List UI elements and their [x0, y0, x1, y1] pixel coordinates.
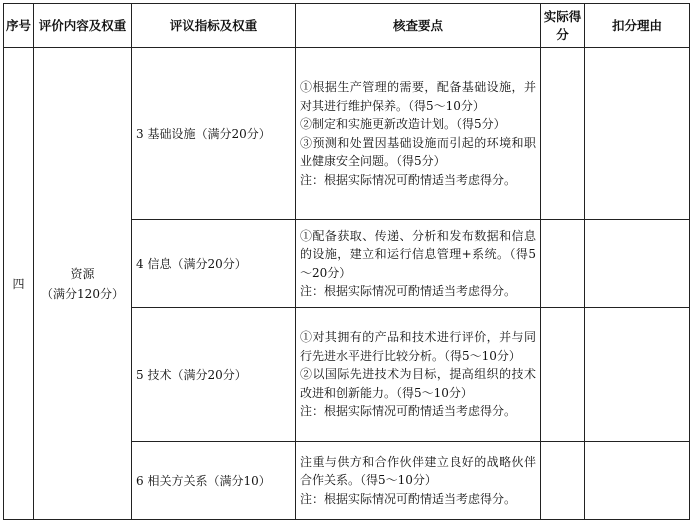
indicator-cell: 5 技术（满分20分） — [132, 308, 296, 442]
check-point-note: 注：根据实际情况可酌情适当考虑得分。 — [300, 491, 517, 506]
deduction-reason-cell[interactable] — [585, 442, 690, 520]
deduction-reason-cell[interactable] — [585, 308, 690, 442]
check-point: ②制定和实施更新改造计划。（得5分） — [300, 117, 506, 131]
header-seq: 序号 — [4, 4, 34, 48]
header-actual-score: 实际得分 — [541, 4, 585, 48]
indicator-cell: 3 基础设施（满分20分） — [132, 48, 296, 220]
header-content: 评价内容及权重 — [34, 4, 132, 48]
deduction-reason-cell[interactable] — [585, 48, 690, 220]
check-point: 注重与供方和合作伙伴建立良好的战略伙伴合作关系。（得5～10分） — [300, 454, 536, 488]
evaluation-table — [3, 3, 690, 520]
actual-score-cell[interactable] — [541, 48, 585, 220]
header-points: 核查要点 — [296, 4, 541, 48]
check-point-note: 注：根据实际情况可酌情适当考虑得分。 — [300, 172, 517, 187]
points-cell — [296, 220, 541, 308]
check-point: ③预测和处置因基础设施而引起的环境和职业健康安全问题。（得5分） — [300, 135, 536, 168]
indicator-cell: 6 相关方关系（满分10） — [132, 442, 296, 520]
points-cell — [296, 442, 541, 520]
check-point-note: 注：根据实际情况可酌情适当考虑得分。 — [300, 404, 517, 419]
section-content — [34, 48, 132, 520]
actual-score-cell[interactable] — [541, 442, 585, 520]
section-content-name: 资源 — [70, 266, 95, 281]
section-content-weight: （满分120分） — [41, 286, 124, 301]
actual-score-cell[interactable] — [541, 308, 585, 442]
points-cell — [296, 308, 541, 442]
header-row — [4, 4, 690, 48]
table-row — [4, 48, 690, 220]
section-seq: 四 — [4, 48, 34, 520]
check-point-note: 注：根据实际情况可酌情适当考虑得分。 — [300, 284, 517, 298]
check-point: ②以国际先进技术为目标，提高组织的技术改进和创新能力。（得5～10分） — [300, 367, 536, 400]
check-point: ①配备获取、传递、分析和发布数据和信息的设施，建立和运行信息管理+系统。（得5～20分） — [300, 228, 536, 280]
indicator-cell: 4 信息（满分20分） — [132, 220, 296, 308]
header-deduction-reason: 扣分理由 — [585, 4, 690, 48]
points-cell — [296, 48, 541, 220]
actual-score-cell[interactable] — [541, 220, 585, 308]
check-point: ①对其拥有的产品和技术进行评价，并与同行先进水平进行比较分析。（得5～10分） — [300, 330, 536, 363]
deduction-reason-cell[interactable] — [585, 220, 690, 308]
header-indicator: 评议指标及权重 — [132, 4, 296, 48]
check-point: ①根据生产管理的需要，配备基础设施，并对其进行维护保养。（得5～10分） — [300, 80, 536, 113]
